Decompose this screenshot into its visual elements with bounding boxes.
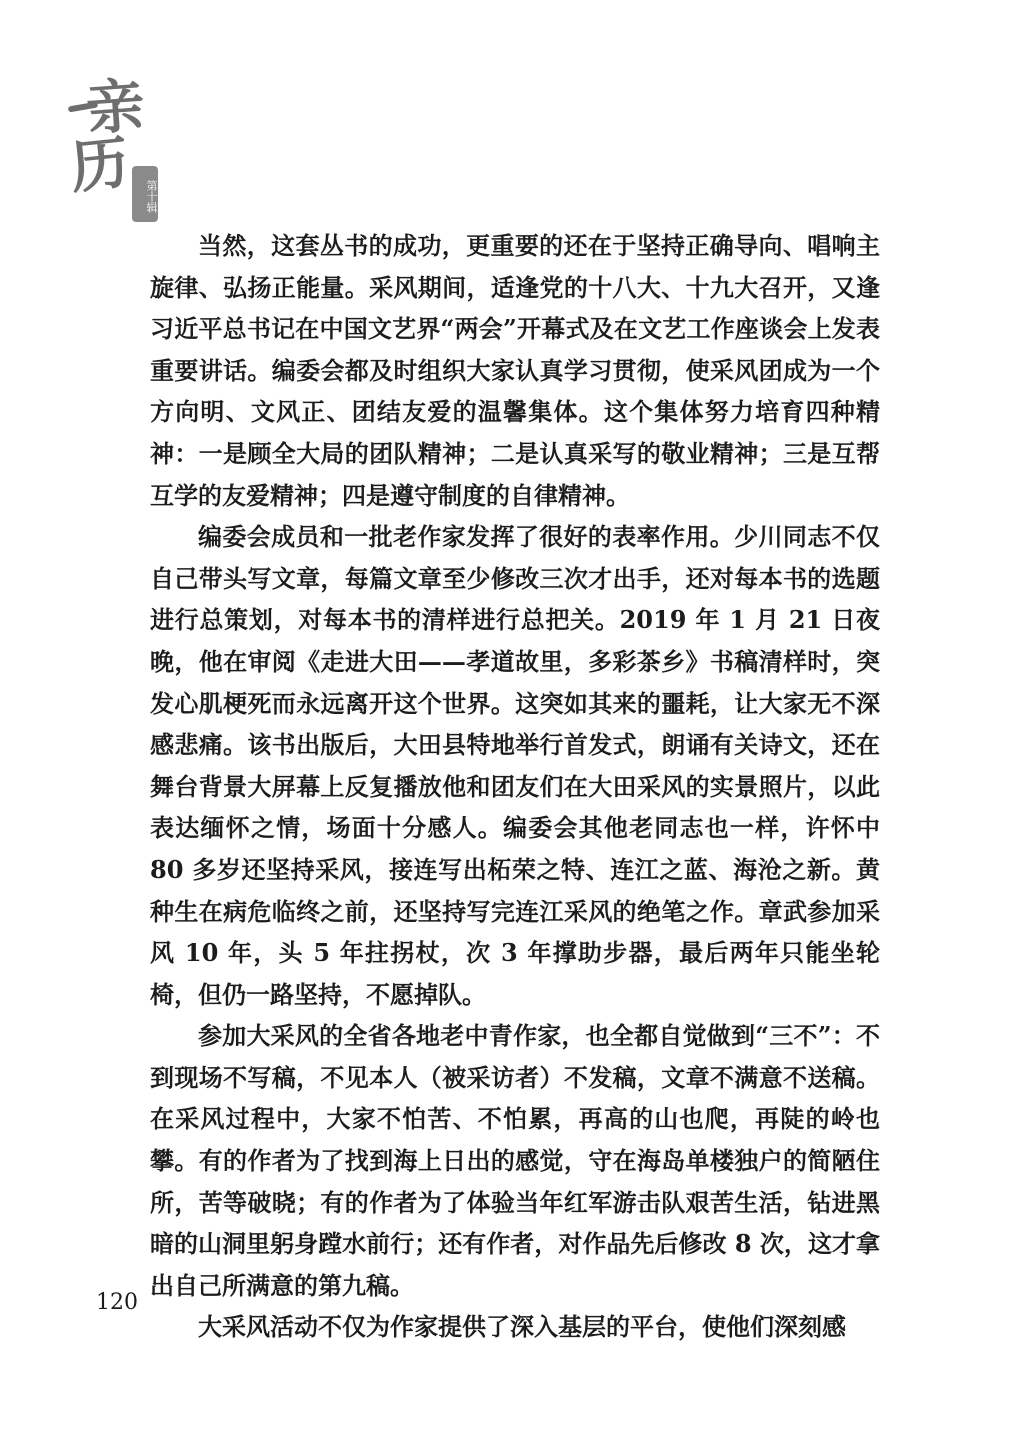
page-number: 120 (96, 1290, 138, 1315)
book-logo (67, 60, 168, 213)
paragraph-3: 参加大采风的全省各地老中青作家，也全都自觉做到“三不”：不到现场不写稿，不见本人（被采访者）不发稿，文章不满意不送稿。在采风过程中，大家不怕苦、不怕累，再高的山也爬，再陡的岭也攀。有的作者为了找到海上日出的感觉，守在海岛单楼独户的简陋住所，苦等破晓；有的作者为了体验当年红军游击队艰苦生活，钻进黑暗的山洞里躬身蹚水前行；还有作者，对作品先后修改 8 次，这才拿出自己所满意的第九稿。 (150, 1021, 880, 1300)
paragraph-4: 大采风活动不仅为作家提供了深入基层的平台，使他们深刻感 (198, 1312, 846, 1342)
body-text (150, 225, 880, 1348)
logo-char-qin: 亲 (84, 71, 147, 143)
paragraph-2: 编委会成员和一批老作家发挥了很好的表率作用。少川同志不仅自己带头写文章，每篇文章至少修改三次才出手，还对每本书的选题进行总策划，对每本书的清样进行总把关。2019 年 1 月 21 日夜晚，他在审阅《走进大田——孝道故里，多彩茶乡》书稿清样时，突发心肌梗死而永远离开这个世界。这突如其来的噩耗，让大家无不深感悲痛。该书出版后，大田县特地举行首发式，朗诵有关诗文，还在舞台背景大屏幕上反复播放他和团友们在大田采风的实景照片，以此表达缅怀之情，场面十分感人。编委会其他老同志也一样，许怀中 80 多岁还坚持采风，接连写出柘荣之特、连江之蓝、海沧之新。黄种生在病危临终之前，还坚持写完连江采风的绝笔之作。章武参加采风 10 年，头 5 年拄拐杖，次 3 年撑助步器，最后两年只能坐轮椅，但仍一路坚持，不愿掉队。 (150, 522, 880, 1009)
paragraph-1: 当然，这套丛书的成功，更重要的还在于坚持正确导向、唱响主旋律、弘扬正能量。采风期间，适逢党的十八大、十九大召开，又逢习近平总书记在中国文艺界“两会”开幕式及在文艺工作座谈会上发表重要讲话。编委会都及时组织大家认真学习贯彻，使采风团成为一个方向明、文风正、团结友爱的温馨集体。这个集体努力培育四种精神：一是顾全大局的团队精神；二是认真采写的敬业精神；三是互帮互学的友爱精神；四是遵守制度的自律精神。 (150, 231, 880, 510)
logo-char-li: 历 (67, 128, 132, 202)
volume-label: 第十辑 (132, 166, 158, 222)
